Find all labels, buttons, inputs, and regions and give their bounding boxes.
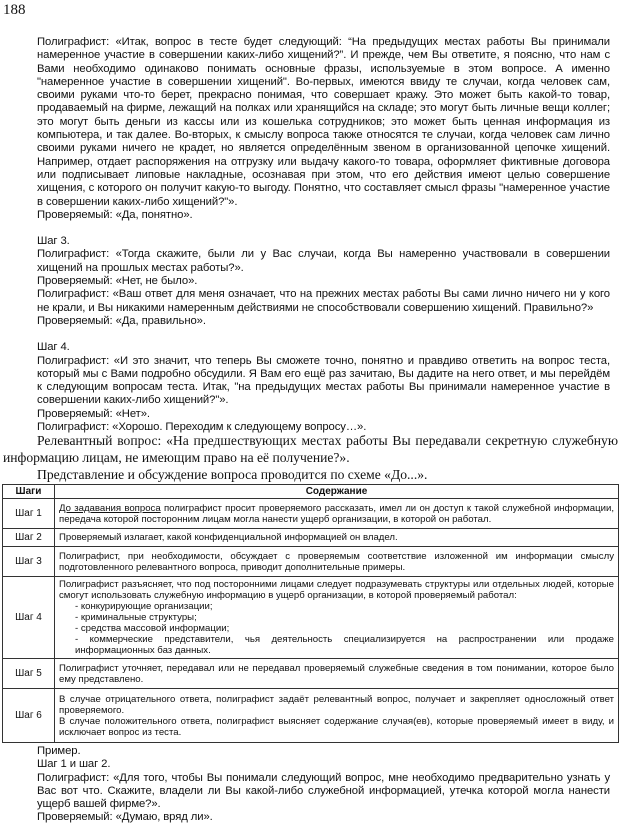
subject-reply: Проверяемый: «Думаю, вряд ли».	[37, 811, 213, 824]
step-label: Шаг 3	[3, 547, 55, 577]
page-number: 188	[3, 2, 26, 18]
table-header-row	[3, 485, 619, 499]
table-row	[3, 577, 619, 659]
step-content-text: полиграфист просит проверяемого рассказать, имел ли он доступ к такой служебной информации, передача которой посторонним лицам могла нанести ущерб организации, в которой он работал.	[59, 502, 614, 525]
step-content-text: Полиграфист разъясняет, что под посторонними лицами следует подразумевать структуры или отдельных людей, которые смогут использовать служебную информацию в ущерб организации, в которой проверяемый работал:	[59, 579, 614, 601]
subject-reply: Проверяемый: «Нет, не было».	[37, 275, 198, 288]
dialogue-block-intro	[37, 36, 610, 434]
polygraph-speech: Полиграфист: «Для того, чтобы Вы понимали следующий вопрос, мне необходимо предварительно узнать у Вас вот что. Скажите, владели ли Вы какой-либо служебной информацией, утечка которой могла нанести ущерб вашей фирме?».	[37, 771, 610, 811]
polygraph-speech: Полиграфист: «Итак, вопрос в тесте будет следующий: “На предыдущих местах работы Вы принимали намеренное участие в совершении каких-либо хищений?”. И прежде, чем Вы ответите, я поясню, что нам с Вами необходимо одинаково понимать основные фразы, используемые в этом вопросе. А именно "намеренное участие в совершении хищений". Во-первых, имеются ввиду те случаи, когда человек сам, своими руками что-то берет, прекрасно понимая, что совершает кражу. Это может быть какой-то товар, продаваемый на фирме, лежащий на полках или хранящийся на складе; это могут быть личные вещи коллег; это могут быть деньги из кассы или из кошелька сотрудников; это может быть ценная информация из компьютера, и так далее. Во-вторых, к смыслу вопроса также относятся те случаи, когда человек сам лично своими руками ничего не крадет, но является определённым звеном в организованной цепочке хищений. Например, отдает распоряжения на отгрузку или выдачу какого-то товара, оформляет фиктивные договора или подписывает липовые накладные, осознавая при этом, что его действия имеют целью совершение хищения, с которого он получит какую-то выгоду. Понятно, что составляет смысл фразы "намеренное участие в совершении каких-либо хищений?"».	[37, 36, 610, 208]
list-item: - средства массовой информации;	[75, 623, 230, 634]
relevant-question	[3, 432, 618, 466]
underlined-phrase: До задавания вопроса	[59, 502, 161, 514]
step-title: Шаг 4.	[37, 341, 70, 354]
negative-answer-text: В случае отрицательного ответа, полиграфист задаёт релевантный вопрос, получает и закрепляет односложный ответ проверяемого.	[59, 693, 614, 716]
list-item: - конкурирующие организации;	[75, 601, 213, 612]
step-title: Шаг 3.	[37, 235, 70, 248]
example-subtitle: Шаг 1 и шаг 2.	[37, 758, 111, 771]
table-row	[3, 499, 619, 529]
polygraph-speech: Полиграфист: «Ваш ответ для меня означает, что на прежних местах работы Вы сами лично ничего ни у кого не крали, и Вы никакими намеренным действиями не способствовали совершению хищений. Правильно?»	[37, 288, 610, 314]
step-label: Шаг 5	[3, 659, 55, 689]
column-header-content: Содержание	[55, 485, 619, 499]
relevant-question-text: Релевантный вопрос: «На предшествующих местах работы Вы передавали секретную служебную информацию лицам, не имеющим право на её получение?».	[3, 433, 618, 465]
subject-reply: Проверяемый: «Нет».	[37, 407, 150, 420]
steps-table	[2, 484, 619, 743]
example-title: Пример.	[37, 745, 81, 757]
positive-answer-text: В случае положительного ответа, полиграфист выясняет содержание случая(ев), которые проверяемый имеет в виду, и исключает вопрос из теста.	[59, 715, 614, 738]
table-row	[3, 529, 619, 547]
list-item: - криминальные структуры;	[75, 612, 197, 623]
table-row	[3, 659, 619, 689]
step-content: Полиграфист уточняет, передавал или не передавал проверяемый служебные сведения в том понимании, которое было ему представлено.	[55, 659, 619, 689]
table-row	[3, 547, 619, 577]
step-content: Проверяемый излагает, какой конфиденциальной информацией он владел.	[55, 529, 619, 547]
step-content	[55, 577, 619, 659]
subject-reply: Проверяемый: «Да, правильно».	[37, 314, 206, 327]
step-label: Шаг 2	[3, 529, 55, 547]
table-row	[3, 689, 619, 743]
step-content: Полиграфист, при необходимости, обсуждает с проверяемым соответствие изложенной им информации смыслу подготовленного релевантного вопроса, приводит дополнительные примеры.	[55, 547, 619, 577]
scheme-intro-text: Представление и обсуждение вопроса проводится по схеме «До...».	[37, 467, 428, 482]
step-label: Шаг 1	[3, 499, 55, 529]
scheme-intro	[3, 466, 618, 483]
polygraph-speech: Полиграфист: «Хорошо. Переходим к следующему вопросу…».	[37, 421, 367, 434]
polygraph-speech: Полиграфист: «Тогда скажите, были ли у Вас случаи, когда Вы намеренно участвовали в совершении хищений на прошлых местах работы?».	[37, 248, 610, 274]
step-label: Шаг 4	[3, 577, 55, 659]
subject-reply: Проверяемый: «Да, понятно».	[37, 208, 193, 221]
column-header-steps: Шаги	[3, 485, 55, 499]
list-item: - коммерческие представители, чья деятельность специализируется на распространении или продаже информационных баз данных.	[75, 634, 614, 656]
step-content	[55, 689, 619, 743]
step-label: Шаг 6	[3, 689, 55, 743]
step-content	[55, 499, 619, 529]
example-block	[37, 745, 610, 825]
polygraph-speech: Полиграфист: «И это значит, что теперь Вы сможете точно, понятно и правдиво ответить на вопрос теста, который мы с Вами подробно обсудили. Я Вам его ещё раз зачитаю, Вы дадите на него ответ, и мы перейдём к следующим вопросам теста. Итак, "на предыдущих местах работы Вы принимали намеренное участие в совершении каких-либо хищений?"».	[37, 354, 610, 407]
